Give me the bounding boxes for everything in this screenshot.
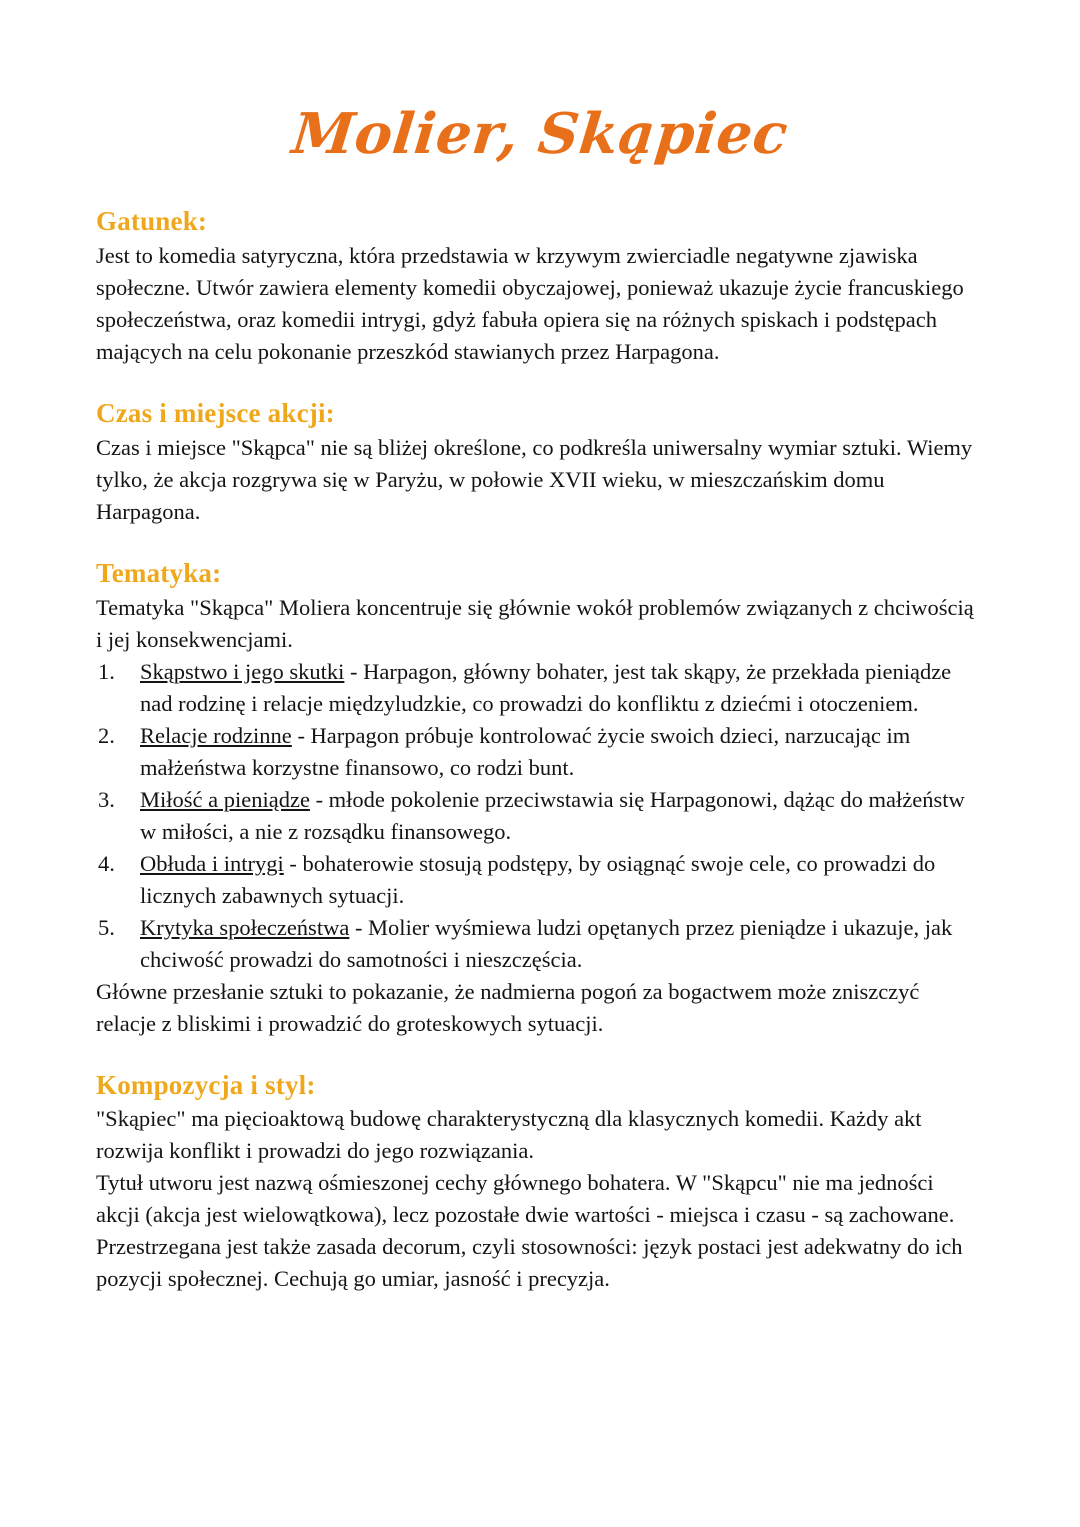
list-item	[96, 720, 982, 784]
section-spacer	[96, 1040, 982, 1070]
list-item-lead-in: Miłość a pieniądze	[140, 786, 310, 812]
list-item-lead-in: Obłuda i intrygi	[140, 850, 284, 876]
section-paragraph-czas-i-miejsce: Czas i miejsce "Skąpca" nie są bliżej określone, co podkreśla uniwersalny wymiar sztuki. Wiemy tylko, że akcja rozgrywa się w Paryżu, w połowie XVII wieku, w mieszczańskim domu Harpagona.	[96, 434, 973, 524]
section-tematyka	[96, 558, 982, 1040]
list-item-lead-in: Skąpstwo i jego skutki	[140, 658, 345, 684]
section-spacer	[96, 368, 982, 398]
section-heading-gatunek: Gatunek:	[96, 206, 208, 236]
section-kompozycja-i-styl	[96, 1070, 982, 1296]
section-paragraph-gatunek: Jest to komedia satyryczna, która przedstawia w krzywym zwierciadle negatywne zjawiska społeczne. Utwór zawiera elementy komedii obyczajowej, ponieważ ukazuje życie francuskiego społeczeństwa, oraz komedii intrygi, gdyż fabuła opiera się na różnych spiskach i podstępach mających na celu pokonanie przeszkód stawianych przez Harpagona.	[96, 242, 964, 364]
list-item	[96, 848, 982, 912]
list-item-lead-in: Krytyka społeczeństwa	[140, 914, 350, 940]
list-item-text: - Harpagon próbuje kontrolować życie swoich dzieci, narzucając im małżeństwa korzystne finansowo, co rodzi bunt.	[140, 722, 911, 780]
page-title: Molier, Skąpiec	[289, 101, 792, 167]
section-spacer	[96, 528, 982, 558]
list-item	[96, 784, 982, 848]
tematyka-topic-list	[96, 656, 982, 976]
document-body	[96, 206, 982, 1295]
section-heading-czas-i-miejsce: Czas i miejsce akcji:	[96, 397, 335, 428]
section-heading-tematyka: Tematyka:	[96, 557, 222, 588]
list-item-lead-in: Relacje rodzinne	[140, 722, 292, 748]
list-item-text: - Molier wyśmiewa ludzi opętanych przez pieniądze i ukazuje, jak chciwość prowadzi do samotności i nieszczęścia.	[140, 914, 953, 972]
section-intro-tematyka: Tematyka "Skąpca" Moliera koncentruje się głównie wokół problemów związanych z chciwością i jej konsekwencjami.	[96, 594, 974, 652]
list-item	[96, 912, 982, 976]
section-paragraph-kompozycja-2: Tytuł utworu jest nazwą ośmieszonej cechy głównego bohatera. W "Skąpcu" nie ma jedności akcji (akcja jest wielowątkowa), lecz pozostałe dwie wartości - miejsca i czasu - są zachowane. Przestrzegana jest także zasada decorum, czyli stosowności: język postaci jest adekwatny do ich pozycji społecznej. Cechują go umiar, jasność i precyzja.	[96, 1170, 963, 1292]
section-gatunek	[96, 206, 982, 368]
section-heading-kompozycja-i-styl: Kompozycja i styl:	[96, 1069, 316, 1100]
list-item	[96, 656, 982, 720]
section-czas-i-miejsce	[96, 398, 982, 528]
list-item-text: - Harpagon, główny bohater, jest tak skąpy, że przekłada pieniądze nad rodzinę i relacje międzyludzkie, co prowadzi do konfliktu z dziećmi i otoczeniem.	[140, 658, 952, 716]
section-paragraph-kompozycja-1: "Skąpiec" ma pięcioaktową budowę charakterystyczną dla klasycznych komedii. Każdy akt rozwija konflikt i prowadzi do jego rozwiązania.	[96, 1106, 922, 1164]
list-item-text: - młode pokolenie przeciwstawia się Harpagonowi, dążąc do małżeństw w miłości, a nie z rozsądku finansowego.	[140, 786, 965, 844]
section-outro-tematyka: Główne przesłanie sztuki to pokazanie, że nadmierna pogoń za bogactwem może zniszczyć relacje z bliskimi i prowadzić do groteskowych sytuacji.	[96, 978, 920, 1036]
list-item-text: - bohaterowie stosują podstępy, by osiągnąć swoje cele, co prowadzi do licznych zabawnych sytuacji.	[140, 850, 936, 908]
